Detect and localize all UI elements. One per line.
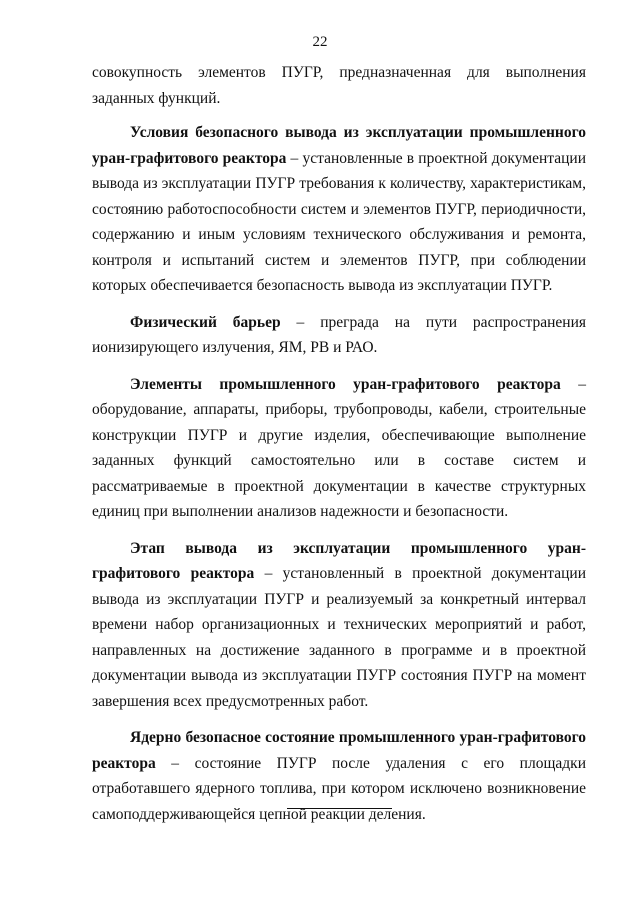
definition-term: Ядерно безопасное состояние промышленного уран-графитового реактора <box>92 729 586 772</box>
definition-text: – состояние ПУГР после удаления с его площадки отработавшего ядерного топлива, при котором исключено возникновение самоподдерживающейся цепной реакции деления. <box>92 754 586 823</box>
definition-reactor-elements <box>92 372 586 525</box>
definition-term: Этап вывода из эксплуатации промышленного уран-графитового реактора <box>92 539 586 582</box>
definition-text: – оборудование, аппараты, приборы, трубопроводы, кабели, строительные конструкции ПУГР и другие изделия, обеспечивающие выполнение заданных функций самостоятельно или в составе систем и рассматриваемые в проектной документации в качестве структурных единиц при выполнении анализов надежности и безопасности. <box>92 375 586 520</box>
definition-safe-decommissioning-conditions <box>92 120 586 299</box>
definition-text: – установленный в проектной документации вывода из эксплуатации ПУГР и реализуемый за конкретный интервал времени набор организационных и технических мероприятий и работ, направленных на достижение заданного в программе и в проектной документации вывода из эксплуатации ПУГР состояния ПУГР на момент завершения всех предусмотренных работ. <box>92 565 587 710</box>
end-divider-line <box>287 808 392 809</box>
definition-term: Элементы промышленного уран-графитового реактора <box>130 375 561 393</box>
document-body <box>92 60 586 838</box>
definition-physical-barrier <box>92 310 586 361</box>
page-number: 22 <box>312 34 328 50</box>
definition-term: Физический барьер <box>130 313 281 331</box>
definition-text: – установленные в проектной документации вывода из эксплуатации ПУГР требования к количеству, характеристикам, состоянию работоспособности систем и элементов ПУГР, периодичности, содержанию и иным условиям технического обслуживания и ремонта, контроля и испытаний систем и элементов ПУГР, при соблюдении которых обеспечивается безопасность вывода из эксплуатации ПУГР. <box>92 149 586 294</box>
definition-decommissioning-stage <box>92 536 586 715</box>
definition-term: Условия безопасного вывода из эксплуатации промышленного уран-графитового реактора <box>92 124 586 167</box>
definition-nuclear-safe-state <box>92 725 586 827</box>
lead-paragraph: совокупность элементов ПУГР, предназначенная для выполнения заданных функций. <box>92 64 586 107</box>
definition-text: – преграда на пути распространения ионизирующего излучения, ЯМ, РВ и РАО. <box>92 313 586 356</box>
